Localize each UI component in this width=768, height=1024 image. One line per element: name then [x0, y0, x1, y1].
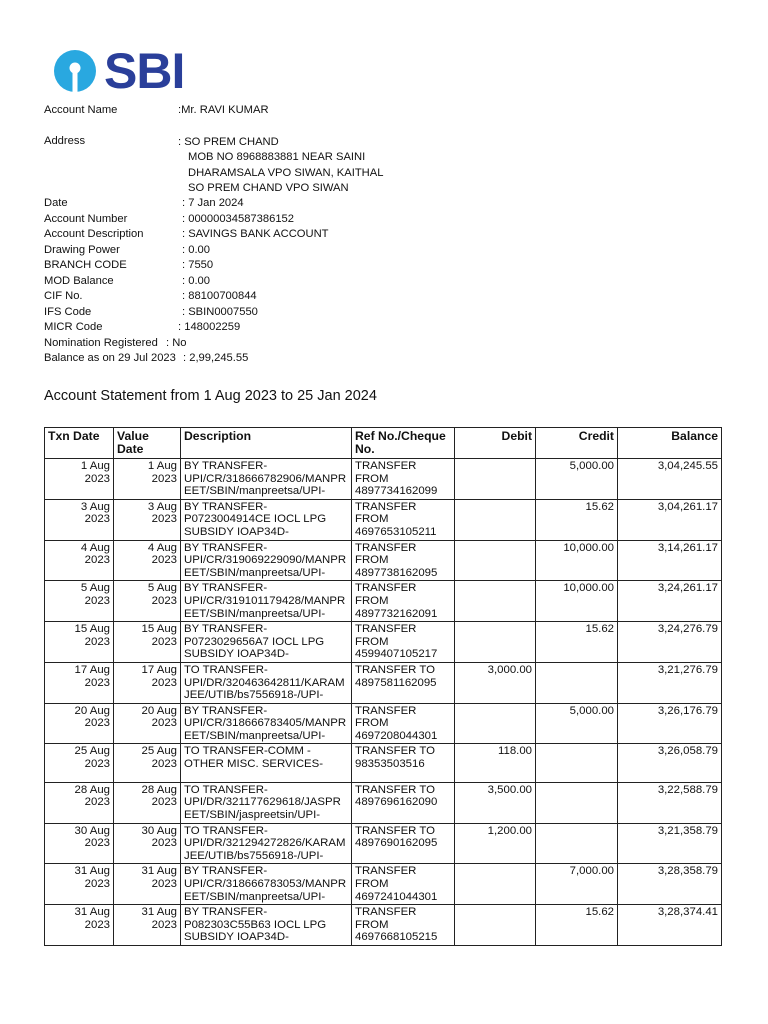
ref-cell: TRANSFER FROM 4697208044301 — [352, 703, 455, 744]
header-description: Description — [181, 428, 352, 459]
debit-cell: 3,500.00 — [455, 782, 536, 823]
table-header-row — [45, 428, 722, 459]
value-date-cell: 31 Aug 2023 — [114, 905, 181, 946]
credit-cell — [536, 782, 618, 823]
debit-cell: 1,200.00 — [455, 823, 536, 864]
table-row — [45, 540, 722, 581]
header-credit: Credit — [536, 428, 618, 459]
credit-cell: 7,000.00 — [536, 864, 618, 905]
field-label: MICR Code — [44, 321, 103, 333]
txn-date-cell: 5 Aug 2023 — [45, 581, 114, 622]
balance-cell: 3,04,261.17 — [618, 499, 722, 540]
table-row — [45, 744, 722, 782]
txn-date-cell: 15 Aug 2023 — [45, 622, 114, 663]
balance-cell: 3,28,374.41 — [618, 905, 722, 946]
debit-cell: 3,000.00 — [455, 662, 536, 703]
ref-cell: TRANSFER FROM 4897732162091 — [352, 581, 455, 622]
transactions-body — [45, 459, 722, 946]
field-label: MOD Balance — [44, 274, 114, 287]
value-date-cell: 28 Aug 2023 — [114, 782, 181, 823]
txn-date-cell: 31 Aug 2023 — [45, 905, 114, 946]
credit-cell: 15.62 — [536, 622, 618, 663]
value-date-cell: 20 Aug 2023 — [114, 703, 181, 744]
account-name-label: Account Name — [44, 104, 118, 116]
debit-cell — [455, 864, 536, 905]
debit-cell — [455, 499, 536, 540]
ref-cell: TRANSFER TO 4897696162090 — [352, 782, 455, 823]
table-row — [45, 864, 722, 905]
credit-cell — [536, 823, 618, 864]
table-row — [45, 499, 722, 540]
debit-cell — [455, 540, 536, 581]
ref-cell: TRANSFER FROM 4697241044301 — [352, 864, 455, 905]
txn-date-cell: 31 Aug 2023 — [45, 864, 114, 905]
field-value: : 7550 — [182, 259, 214, 271]
field-value: : SBIN0007550 — [182, 305, 258, 318]
field-value: : 88100700844 — [182, 290, 257, 302]
field-value: : 00000034587386152 — [182, 212, 294, 225]
txn-date-cell: 17 Aug 2023 — [45, 662, 114, 703]
description-cell: BY TRANSFER- UPI/CR/319101179428/MANPR EET/SBIN/manpreetsa/UPI- — [181, 581, 352, 622]
address-line: MOB NO 8968883881 NEAR SAINI — [188, 151, 366, 164]
ref-cell: TRANSFER FROM 4897734162099 — [352, 459, 455, 500]
field-value: : 0.00 — [182, 274, 210, 287]
credit-cell: 5,000.00 — [536, 459, 618, 500]
address-line: SO PREM CHAND VPO SIWAN — [188, 181, 349, 194]
value-date-cell: 3 Aug 2023 — [114, 499, 181, 540]
credit-cell: 10,000.00 — [536, 581, 618, 622]
table-row — [45, 782, 722, 823]
header-txn-date: Txn Date — [45, 428, 114, 459]
description-cell: BY TRANSFER- UPI/CR/318666783405/MANPR EET/SBIN/manpreetsa/UPI- — [181, 703, 352, 744]
debit-cell: 118.00 — [455, 744, 536, 782]
value-date-cell: 5 Aug 2023 — [114, 581, 181, 622]
sbi-logo — [52, 43, 185, 99]
field-value: : 0.00 — [182, 243, 210, 256]
account-name-value: :Mr. RAVI KUMAR — [178, 104, 269, 116]
value-date-cell: 30 Aug 2023 — [114, 823, 181, 864]
ref-cell: TRANSFER FROM 4697668105215 — [352, 905, 455, 946]
credit-cell: 15.62 — [536, 905, 618, 946]
value-date-cell: 25 Aug 2023 — [114, 744, 181, 782]
ref-cell: TRANSFER FROM 4697653105211 — [352, 499, 455, 540]
field-label: Balance as on 29 Jul 2023 — [44, 352, 176, 364]
field-value: : 7 Jan 2024 — [182, 197, 244, 209]
txn-date-cell: 25 Aug 2023 — [45, 744, 114, 782]
description-cell: BY TRANSFER- P0723004914CE IOCL LPG SUBSIDY IOAP34D- — [181, 499, 352, 540]
credit-cell — [536, 662, 618, 703]
ref-cell: TRANSFER TO 4897581162095 — [352, 662, 455, 703]
ref-cell: TRANSFER TO 4897690162095 — [352, 823, 455, 864]
balance-cell: 3,21,358.79 — [618, 823, 722, 864]
value-date-cell: 1 Aug 2023 — [114, 459, 181, 500]
txn-date-cell: 28 Aug 2023 — [45, 782, 114, 823]
debit-cell — [455, 459, 536, 500]
table-row — [45, 823, 722, 864]
field-value: : No — [166, 336, 187, 349]
field-label: Account Number — [44, 212, 128, 225]
credit-cell: 5,000.00 — [536, 703, 618, 744]
value-date-cell: 15 Aug 2023 — [114, 622, 181, 663]
field-value: : 2,99,245.55 — [183, 352, 249, 364]
debit-cell — [455, 622, 536, 663]
field-label: CIF No. — [44, 290, 83, 302]
value-date-cell: 4 Aug 2023 — [114, 540, 181, 581]
field-value: : SAVINGS BANK ACCOUNT — [182, 228, 329, 240]
statement-title: Account Statement from 1 Aug 2023 to 25 Jan 2024 — [44, 388, 377, 404]
field-label: Date — [44, 197, 68, 209]
credit-cell: 10,000.00 — [536, 540, 618, 581]
debit-cell — [455, 581, 536, 622]
table-row — [45, 622, 722, 663]
balance-cell: 3,22,588.79 — [618, 782, 722, 823]
description-cell: BY TRANSFER- P0723029656A7 IOCL LPG SUBSIDY IOAP34D- — [181, 622, 352, 663]
description-cell: BY TRANSFER- UPI/CR/318666782906/MANPR EET/SBIN/manpreetsa/UPI- — [181, 459, 352, 500]
address-label: Address — [44, 135, 86, 147]
transactions-table — [44, 427, 722, 946]
field-label: BRANCH CODE — [44, 259, 127, 271]
txn-date-cell: 30 Aug 2023 — [45, 823, 114, 864]
header-ref: Ref No./Cheque No. — [352, 428, 455, 459]
sbi-keyhole-icon — [52, 48, 98, 94]
address-line: DHARAMSALA VPO SIWAN, KAITHAL — [188, 166, 384, 179]
txn-date-cell: 1 Aug 2023 — [45, 459, 114, 500]
credit-cell: 15.62 — [536, 499, 618, 540]
description-cell: TO TRANSFER- UPI/DR/321177629618/JASPR EET/SBIN/jaspreetsin/UPI- — [181, 782, 352, 823]
field-label: Account Description — [44, 228, 144, 240]
field-label: Drawing Power — [44, 243, 120, 256]
balance-cell: 3,04,245.55 — [618, 459, 722, 500]
bank-name: SBI — [104, 43, 185, 99]
ref-cell: TRANSFER TO 98353503516 — [352, 744, 455, 782]
balance-cell: 3,24,276.79 — [618, 622, 722, 663]
description-cell: BY TRANSFER- P082303C55B63 IOCL LPG SUBSIDY IOAP34D- — [181, 905, 352, 946]
credit-cell — [536, 744, 618, 782]
field-value: : 148002259 — [178, 321, 241, 333]
table-row — [45, 459, 722, 500]
balance-cell: 3,24,261.17 — [618, 581, 722, 622]
balance-cell: 3,21,276.79 — [618, 662, 722, 703]
txn-date-cell: 3 Aug 2023 — [45, 499, 114, 540]
balance-cell: 3,28,358.79 — [618, 864, 722, 905]
ref-cell: TRANSFER FROM 4897738162095 — [352, 540, 455, 581]
description-cell: TO TRANSFER-COMM - OTHER MISC. SERVICES- — [181, 744, 352, 782]
balance-cell: 3,26,058.79 — [618, 744, 722, 782]
table-row — [45, 905, 722, 946]
table-row — [45, 581, 722, 622]
table-row — [45, 662, 722, 703]
balance-cell: 3,26,176.79 — [618, 703, 722, 744]
txn-date-cell: 20 Aug 2023 — [45, 703, 114, 744]
table-row — [45, 703, 722, 744]
address-value — [178, 135, 383, 196]
field-label: IFS Code — [44, 305, 92, 318]
value-date-cell: 17 Aug 2023 — [114, 662, 181, 703]
ref-cell: TRANSFER FROM 4599407105217 — [352, 622, 455, 663]
description-cell: TO TRANSFER- UPI/DR/321294272826/KARAM JEE/UTIB/bs7556918-/UPI- — [181, 823, 352, 864]
txn-date-cell: 4 Aug 2023 — [45, 540, 114, 581]
debit-cell — [455, 703, 536, 744]
description-cell: BY TRANSFER- UPI/CR/318666783053/MANPR EET/SBIN/manpreetsa/UPI- — [181, 864, 352, 905]
field-label: Nomination Registered — [44, 336, 158, 349]
header-debit: Debit — [455, 428, 536, 459]
description-cell: TO TRANSFER- UPI/DR/320463642811/KARAM JEE/UTIB/bs7556918-/UPI- — [181, 662, 352, 703]
address-line: : SO PREM CHAND — [178, 136, 279, 148]
header-value-date: Value Date — [114, 428, 181, 459]
balance-cell: 3,14,261.17 — [618, 540, 722, 581]
header-balance: Balance — [618, 428, 722, 459]
value-date-cell: 31 Aug 2023 — [114, 864, 181, 905]
description-cell: BY TRANSFER- UPI/CR/319069229090/MANPR EET/SBIN/manpreetsa/UPI- — [181, 540, 352, 581]
debit-cell — [455, 905, 536, 946]
